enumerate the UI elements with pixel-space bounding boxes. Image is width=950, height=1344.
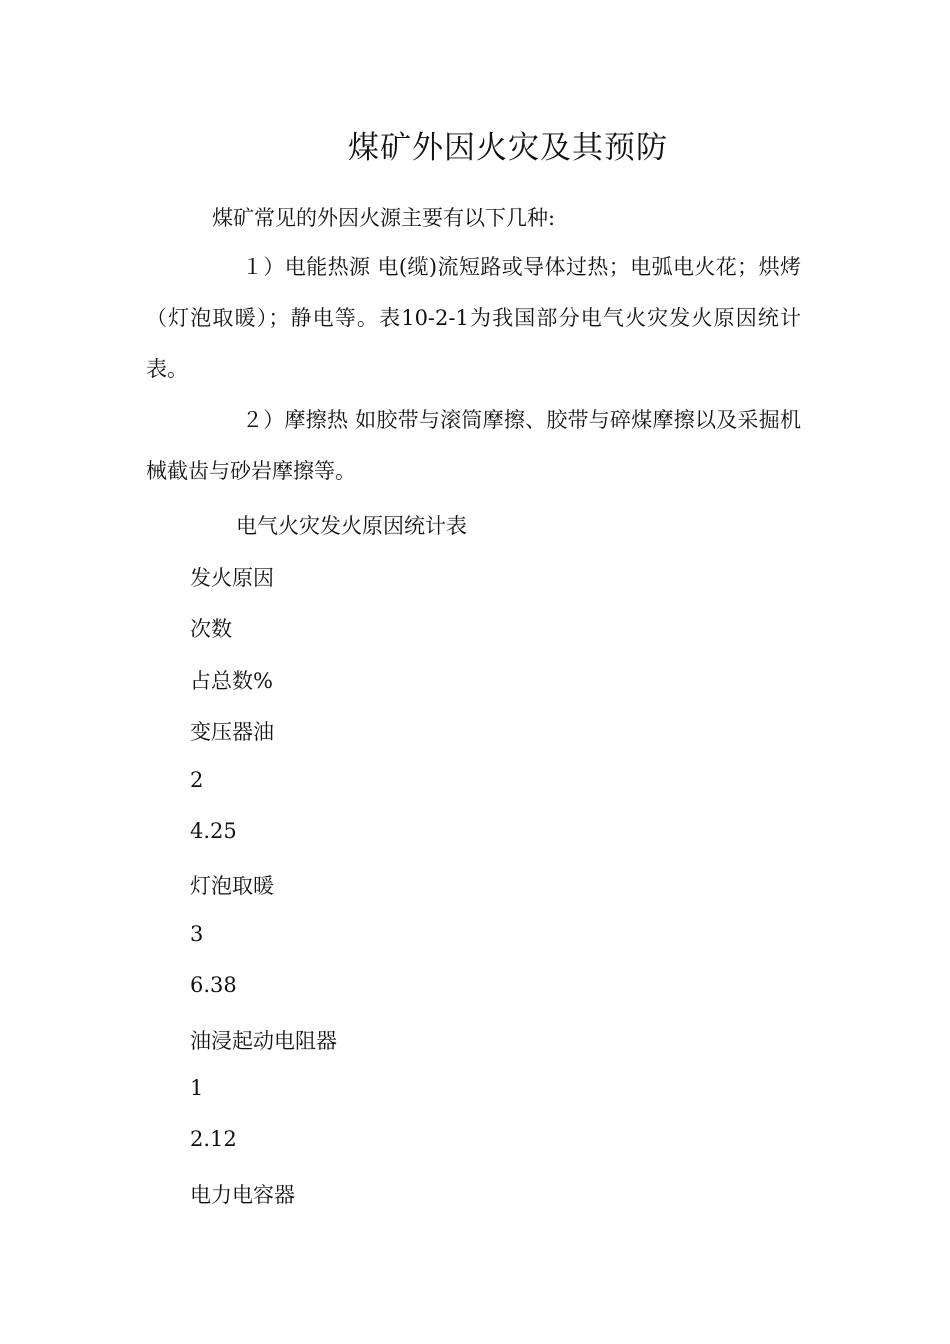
table-cell: 6.38 [190,973,237,997]
item-paragraph-1: １）电能热源 电(缆)流短路或导体过热；电弧电火花；烘烤（灯泡取暖）；静电等。表10-2-1为我国部分电气火灾发火原因统计表。 [146,255,801,381]
table-cell: 变压器油 [190,720,274,744]
document-title: 煤矿外因火灾及其预防 [348,130,668,166]
table-header-cell: 发火原因 [190,566,274,590]
table-cell: 4.25 [190,819,237,843]
item-paragraph-2: ２）摩擦热 如胶带与滚筒摩擦、胶带与碎煤摩擦以及采掘机械截齿与砂岩摩擦等。 [146,408,801,483]
table-cell: 灯泡取暖 [190,874,274,898]
intro-paragraph: 煤矿常见的外因火源主要有以下几种: [212,206,556,230]
table-cell: 1 [190,1076,204,1100]
table-header-cell: 占总数% [190,669,273,693]
table-cell: 3 [190,922,204,946]
table-cell: 2.12 [190,1127,237,1151]
table-caption: 电气火灾发火原因统计表 [236,514,467,538]
table-cell: 电力电容器 [190,1183,295,1207]
table-cell: 油浸起动电阻器 [190,1029,337,1053]
table-header-cell: 次数 [190,617,232,641]
table-cell: 2 [190,768,204,792]
